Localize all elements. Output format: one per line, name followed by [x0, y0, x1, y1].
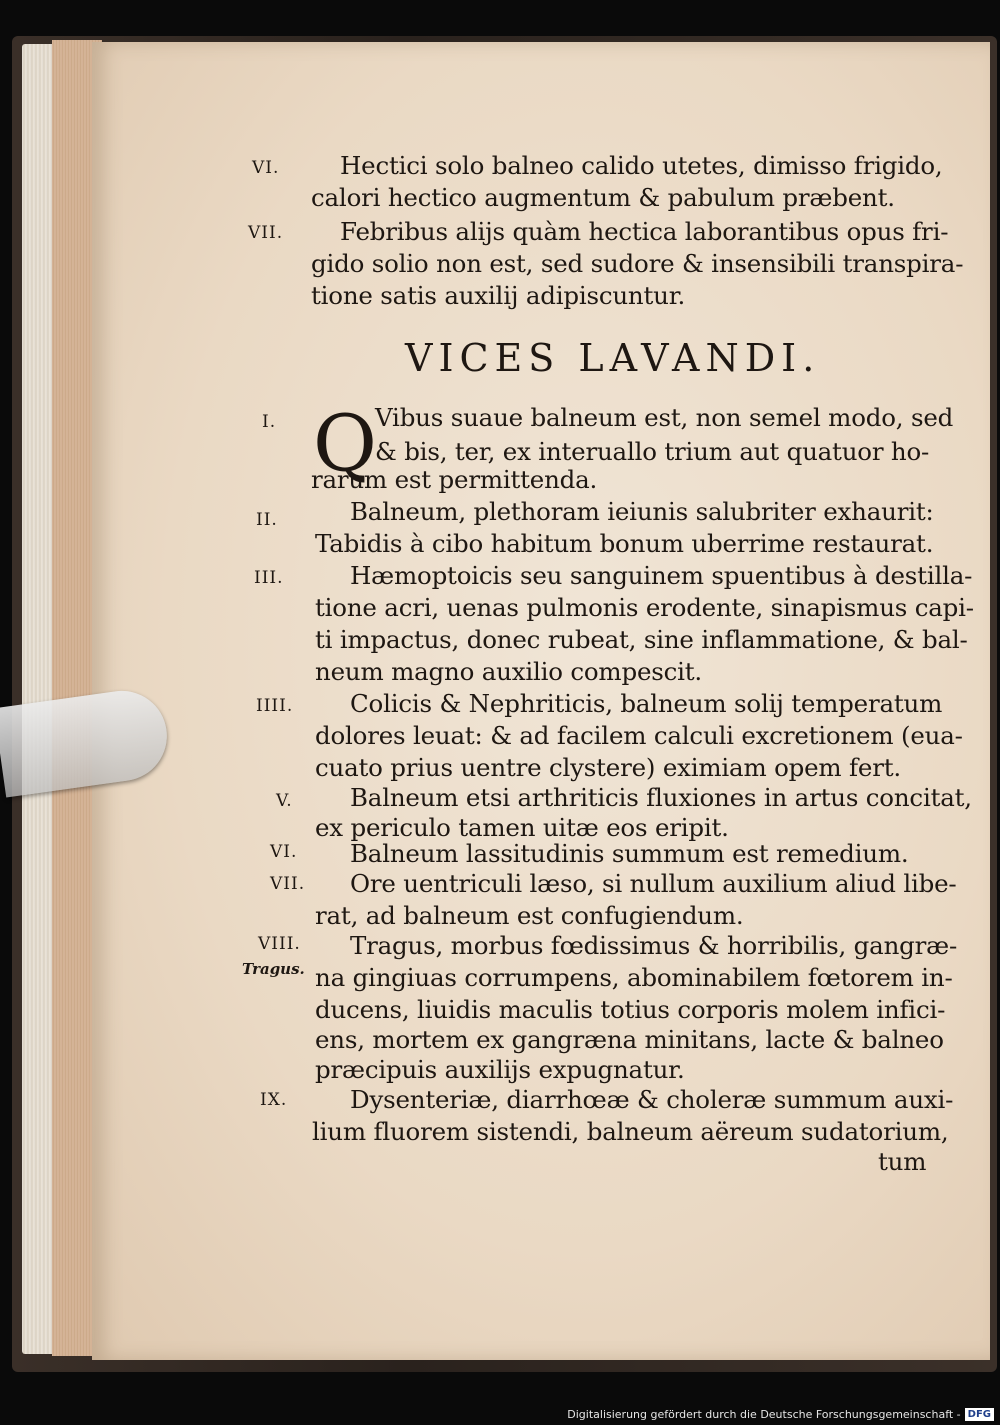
- item-numeral: VI.: [252, 158, 280, 178]
- item-numeral: VI.: [270, 842, 298, 862]
- text-line: calori hectico augmentum & pabulum præbent.: [311, 183, 895, 212]
- text-line: Tragus, morbus fœdissimus & horribilis, gangræ-: [350, 931, 958, 960]
- item-numeral: V.: [276, 791, 293, 811]
- text-line: ex periculo tamen uitæ eos eripit.: [315, 813, 729, 842]
- text-line: Febribus alijs quàm hectica laborantibus opus fri-: [340, 217, 949, 246]
- item-numeral: IX.: [260, 1090, 288, 1110]
- text-line: neum magno auxilio compescit.: [315, 657, 703, 686]
- digitization-credit: [567, 1407, 994, 1421]
- drop-cap: Q: [313, 399, 377, 489]
- catchword: tum: [878, 1147, 927, 1176]
- text-line: & bis, ter, ex interuallo trium aut quatuor ho-: [375, 437, 930, 466]
- text-line: cuato prius uentre clystere) eximiam opem fert.: [315, 753, 901, 782]
- text-line: dolores leuat: & ad facilem calculi excretionem (eua-: [315, 721, 963, 750]
- text-line: Balneum etsi arthriticis fluxiones in artus concitat,: [350, 783, 972, 812]
- item-numeral: VIII.: [258, 934, 301, 954]
- text-line: Balneum lassitudinis summum est remedium.: [350, 839, 909, 868]
- margin-note: Tragus.: [242, 960, 305, 978]
- item-numeral: VII.: [270, 874, 306, 894]
- text-line: Ore uentriculi læso, si nullum auxilium aliud libe-: [350, 869, 957, 898]
- item-numeral: II.: [256, 510, 278, 530]
- credit-text: Digitalisierung gefördert durch die Deutsche Forschungsgemeinschaft -: [567, 1407, 961, 1421]
- text-line: Hectici solo balneo calido utetes, dimisso frigido,: [340, 151, 943, 180]
- text-line: Vibus suaue balneum est, non semel modo, sed: [375, 403, 954, 432]
- text-line: ens, mortem ex gangræna minitans, lacte & balneo: [315, 1025, 944, 1054]
- text-line: Tabidis à cibo habitum bonum uberrime restaurat.: [315, 529, 934, 558]
- text-line: tione acri, uenas pulmonis erodente, sinapismus capi-: [315, 593, 974, 622]
- section-heading: VICES LAVANDI.: [405, 336, 821, 380]
- text-line: Balneum, plethoram ieiunis salubriter exhaurit:: [350, 497, 934, 526]
- text-line: rat, ad balneum est confugiendum.: [315, 901, 744, 930]
- text-line: præcipuis auxilijs expugnatur.: [315, 1055, 685, 1084]
- text-line: Colicis & Nephriticis, balneum solij temperatum: [350, 689, 943, 718]
- item-numeral: VII.: [248, 223, 284, 243]
- text-line: ducens, liuidis maculis totius corporis molem infici-: [315, 995, 946, 1024]
- text-line: gido solio non est, sed sudore & insensibili transpira-: [311, 249, 964, 278]
- text-line: lium fluorem sistendi, balneum aëreum sudatorium,: [312, 1117, 949, 1146]
- item-numeral: IIII.: [256, 696, 294, 716]
- item-numeral: I.: [262, 412, 277, 432]
- text-line: ti impactus, donec rubeat, sine inflammatione, & bal-: [315, 625, 968, 654]
- dfg-logo-icon: DFG: [965, 1408, 994, 1421]
- text-line: Hæmoptoicis seu sanguinem spuentibus à destilla-: [350, 561, 973, 590]
- text-line: rarum est permittenda.: [311, 465, 598, 494]
- text-line: na gingiuas corrumpens, abominabilem fœtorem in-: [315, 963, 953, 992]
- item-numeral: III.: [254, 568, 284, 588]
- text-line: Dysenteriæ, diarrhœæ & choleræ summum auxi-: [350, 1085, 954, 1114]
- text-line: tione satis auxilij adipiscuntur.: [311, 281, 686, 310]
